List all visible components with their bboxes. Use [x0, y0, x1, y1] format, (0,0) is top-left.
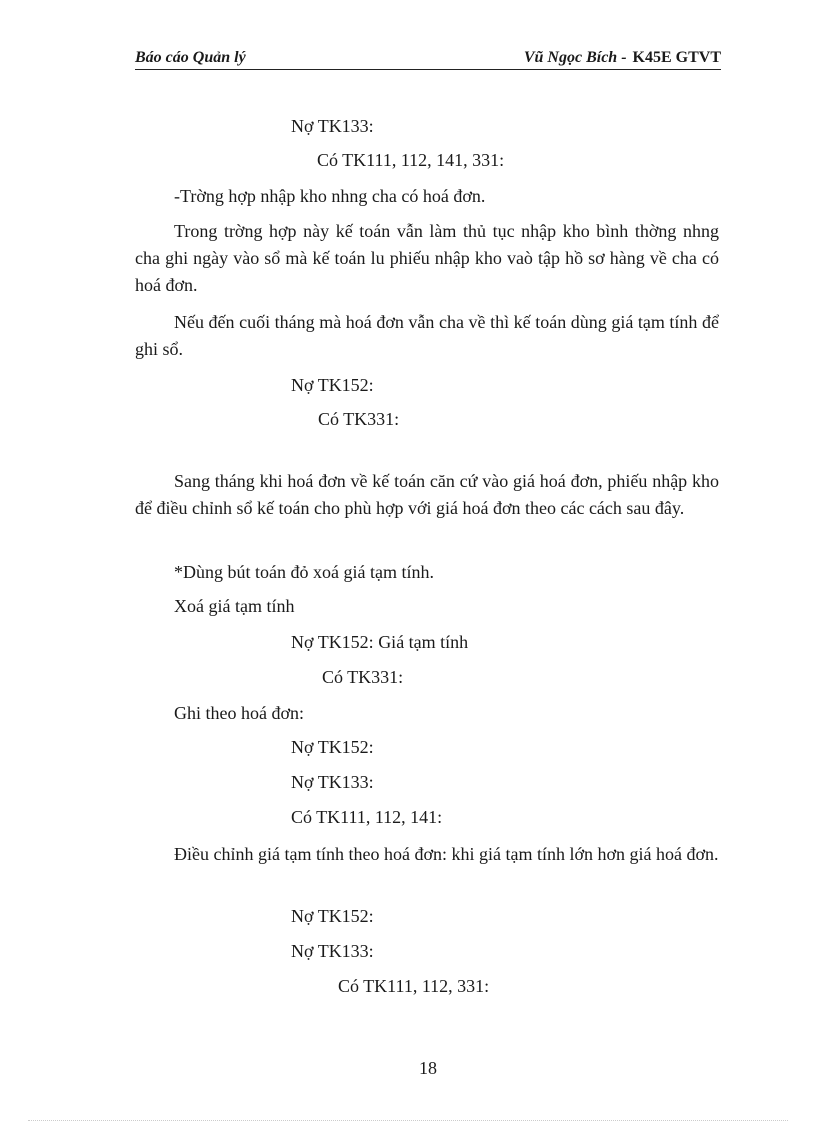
entry-debit-tk133-third: Nợ TK133:	[291, 941, 374, 961]
entry-credit-tk111-112-331: Có TK111, 112, 331:	[338, 976, 490, 996]
entry-credit-tk111-112-141: Có TK111, 112, 141:	[291, 807, 443, 827]
entry-debit-tk133: Nợ TK133:	[291, 116, 374, 136]
entry-debit-tk133-second: Nợ TK133:	[291, 772, 374, 792]
header-author	[524, 47, 721, 69]
page-bottom-rule	[28, 1120, 788, 1121]
entry-credit-tk331: Có TK331:	[318, 409, 400, 429]
header-class-tag: K45E GTVT	[632, 49, 721, 66]
paragraph-adjustment: Sang tháng khi hoá đơn về kế toán căn cứ vào giá hoá đơn, phiếu nhập kho để điều chỉnh sổ kế toán cho phù hợp với giá hoá đơn theo các cách sau đây.	[135, 471, 719, 518]
label-delete-provisional: Xoá giá tạm tính	[174, 596, 295, 616]
entry-credit-tk331-second: Có TK331:	[322, 667, 404, 687]
header-author-name: Vũ Ngọc Bích -	[523, 49, 627, 66]
label-record-by-invoice: Ghi theo hoá đơn:	[174, 703, 304, 723]
page-number: 18	[419, 1058, 437, 1078]
entry-debit-tk152-provisional: Nợ TK152: Giá tạm tính	[291, 632, 469, 652]
entry-debit-tk152: Nợ TK152:	[291, 375, 374, 395]
paragraph-procedure: Trong trờng hợp này kế toán vẫn làm thủ tục nhập kho bình thờng nhng cha ghi ngày vào sổ mà kế toán lu phiếu nhập kho vaò tập hồ sơ hàng về cha có hoá đơn.	[135, 221, 719, 295]
case-heading-no-invoice: -Trờng hợp nhập kho nhng cha có hoá đơn.	[174, 186, 486, 206]
method-red-entry: *Dùng bút toán đỏ xoá giá tạm tính.	[174, 562, 434, 582]
page-header	[135, 47, 721, 70]
paragraph-adjust-by-invoice: Điều chỉnh giá tạm tính theo hoá đơn: khi giá tạm tính lớn hơn giá hoá đơn.	[174, 844, 719, 864]
entry-debit-tk152-third: Nợ TK152:	[291, 906, 374, 926]
header-report-title: Báo cáo Quản lý	[135, 49, 246, 66]
paragraph-month-end: Nếu đến cuối tháng mà hoá đơn vẫn cha về thì kế toán dùng giá tạm tính để ghi sổ.	[135, 312, 719, 359]
entry-debit-tk152-second: Nợ TK152:	[291, 737, 374, 757]
entry-credit-tk111-112-141-331: Có TK111, 112, 141, 331:	[317, 150, 505, 170]
